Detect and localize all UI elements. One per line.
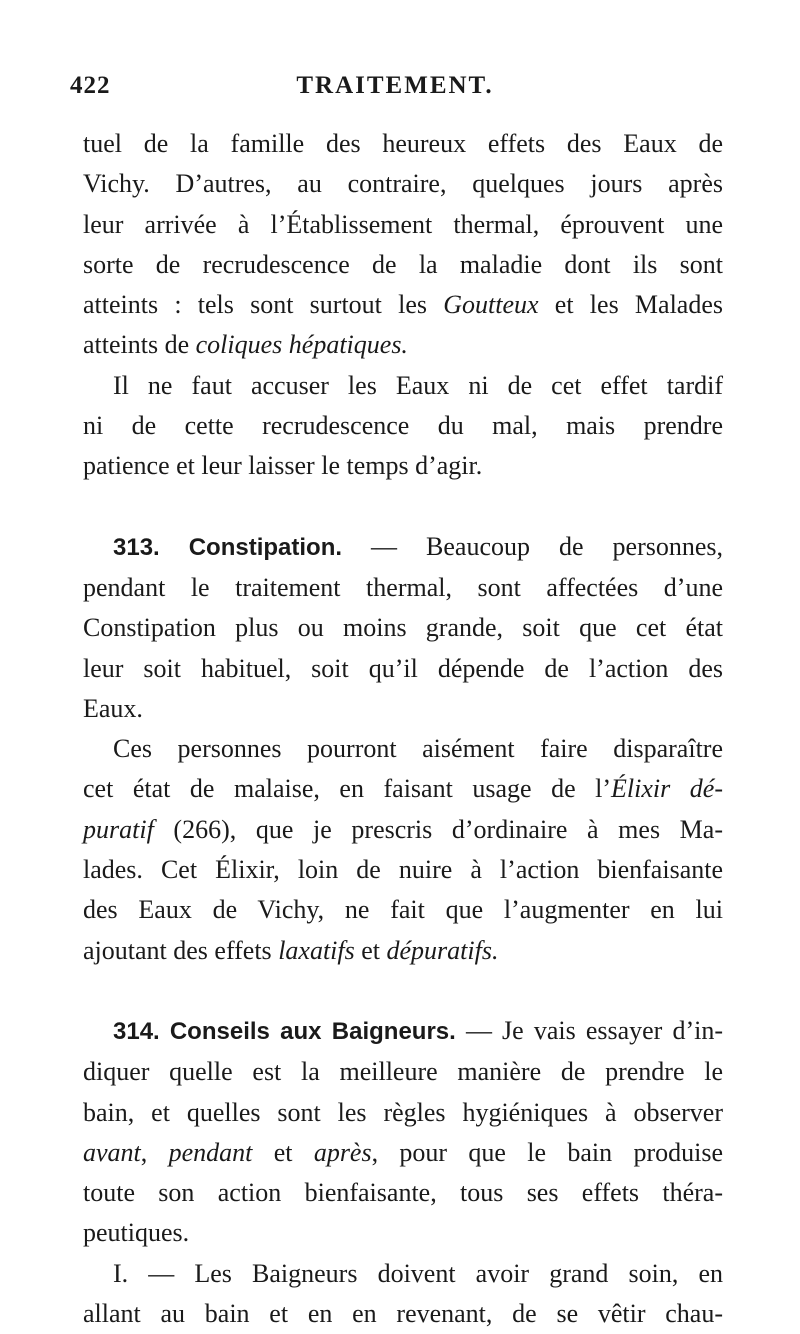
section-heading-line: 313. Constipation. — Beaucoup de personnes, bbox=[113, 531, 723, 561]
text-line: lades. Cet Élixir, loin de nuire à l’action bienfaisante bbox=[83, 855, 723, 885]
section-title: Conseils aux Baigneurs. bbox=[169, 1017, 456, 1045]
text-line: toute son action bienfaisante, tous ses effets théra- bbox=[83, 1178, 723, 1208]
text-line: diquer quelle est la meilleure manière de prendre le bbox=[83, 1057, 723, 1087]
text-line: Vichy. D’autres, au contraire, quelques jours après bbox=[83, 169, 723, 199]
paragraph bbox=[83, 366, 723, 487]
section-heading-line: 314. Conseils aux Baigneurs. — Je vais essayer d’in- bbox=[113, 1015, 723, 1045]
text-line: atteints de coliques hépatiques. bbox=[83, 330, 408, 360]
paragraph bbox=[83, 1254, 723, 1334]
paragraph-continuation bbox=[83, 124, 723, 366]
text-line: ajoutant des effets laxatifs et dépuratifs. bbox=[83, 935, 499, 965]
page-number: 422 bbox=[70, 72, 111, 99]
text-line: des Eaux de Vichy, ne fait que l’augmenter en lui bbox=[83, 895, 723, 925]
text-line: patience et leur laisser le temps d’agir. bbox=[83, 451, 483, 481]
section-314 bbox=[83, 1011, 723, 1254]
page-header bbox=[70, 72, 720, 108]
text-line: avant, pendant et après, pour que le bain produise bbox=[83, 1137, 724, 1167]
section-number: 313. bbox=[113, 533, 160, 561]
text-line: cet état de malaise, en faisant usage de l’Élixir dé- bbox=[83, 774, 723, 804]
text-line: sorte de recrudescence de la maladie dont ils sont bbox=[83, 249, 723, 279]
text-line: leur soit habituel, soit qu’il dépende de l’action des bbox=[83, 653, 723, 683]
text-line: peutiques. bbox=[83, 1218, 190, 1248]
text-line: allant au bain et en en revenant, de se vêtir chau- bbox=[83, 1299, 723, 1329]
section-number: 314. bbox=[113, 1017, 160, 1045]
body-text bbox=[83, 124, 724, 1334]
text-line: puratif (266), que je prescris d’ordinaire à mes Ma- bbox=[83, 814, 723, 844]
section-313 bbox=[83, 527, 723, 729]
text-line: pendant le traitement thermal, sont affectées d’une bbox=[83, 572, 723, 602]
text-line: Eaux. bbox=[83, 693, 143, 723]
text-line: I. — Les Baigneurs doivent avoir grand soin, en bbox=[113, 1258, 723, 1288]
text-line: tuel de la famille des heureux effets des Eaux de bbox=[83, 129, 723, 158]
text-line: atteints : tels sont surtout les Goutteux et les Malades bbox=[83, 290, 723, 320]
paragraph bbox=[83, 729, 723, 971]
running-title: TRAITEMENT. bbox=[296, 72, 494, 99]
text-line: Ces personnes pourront aisément faire disparaître bbox=[113, 734, 723, 764]
text-line: Constipation plus ou moins grande, soit que cet état bbox=[83, 613, 723, 643]
text-line: ni de cette recrudescence du mal, mais prendre bbox=[83, 411, 723, 441]
text-line: leur arrivée à l’Établissement thermal, éprouvent une bbox=[83, 209, 723, 239]
text-line: bain, et quelles sont les règles hygiéniques à observer bbox=[83, 1097, 723, 1127]
text-line: Il ne faut accuser les Eaux ni de cet effet tardif bbox=[113, 370, 723, 400]
section-title: Constipation. bbox=[188, 533, 343, 561]
